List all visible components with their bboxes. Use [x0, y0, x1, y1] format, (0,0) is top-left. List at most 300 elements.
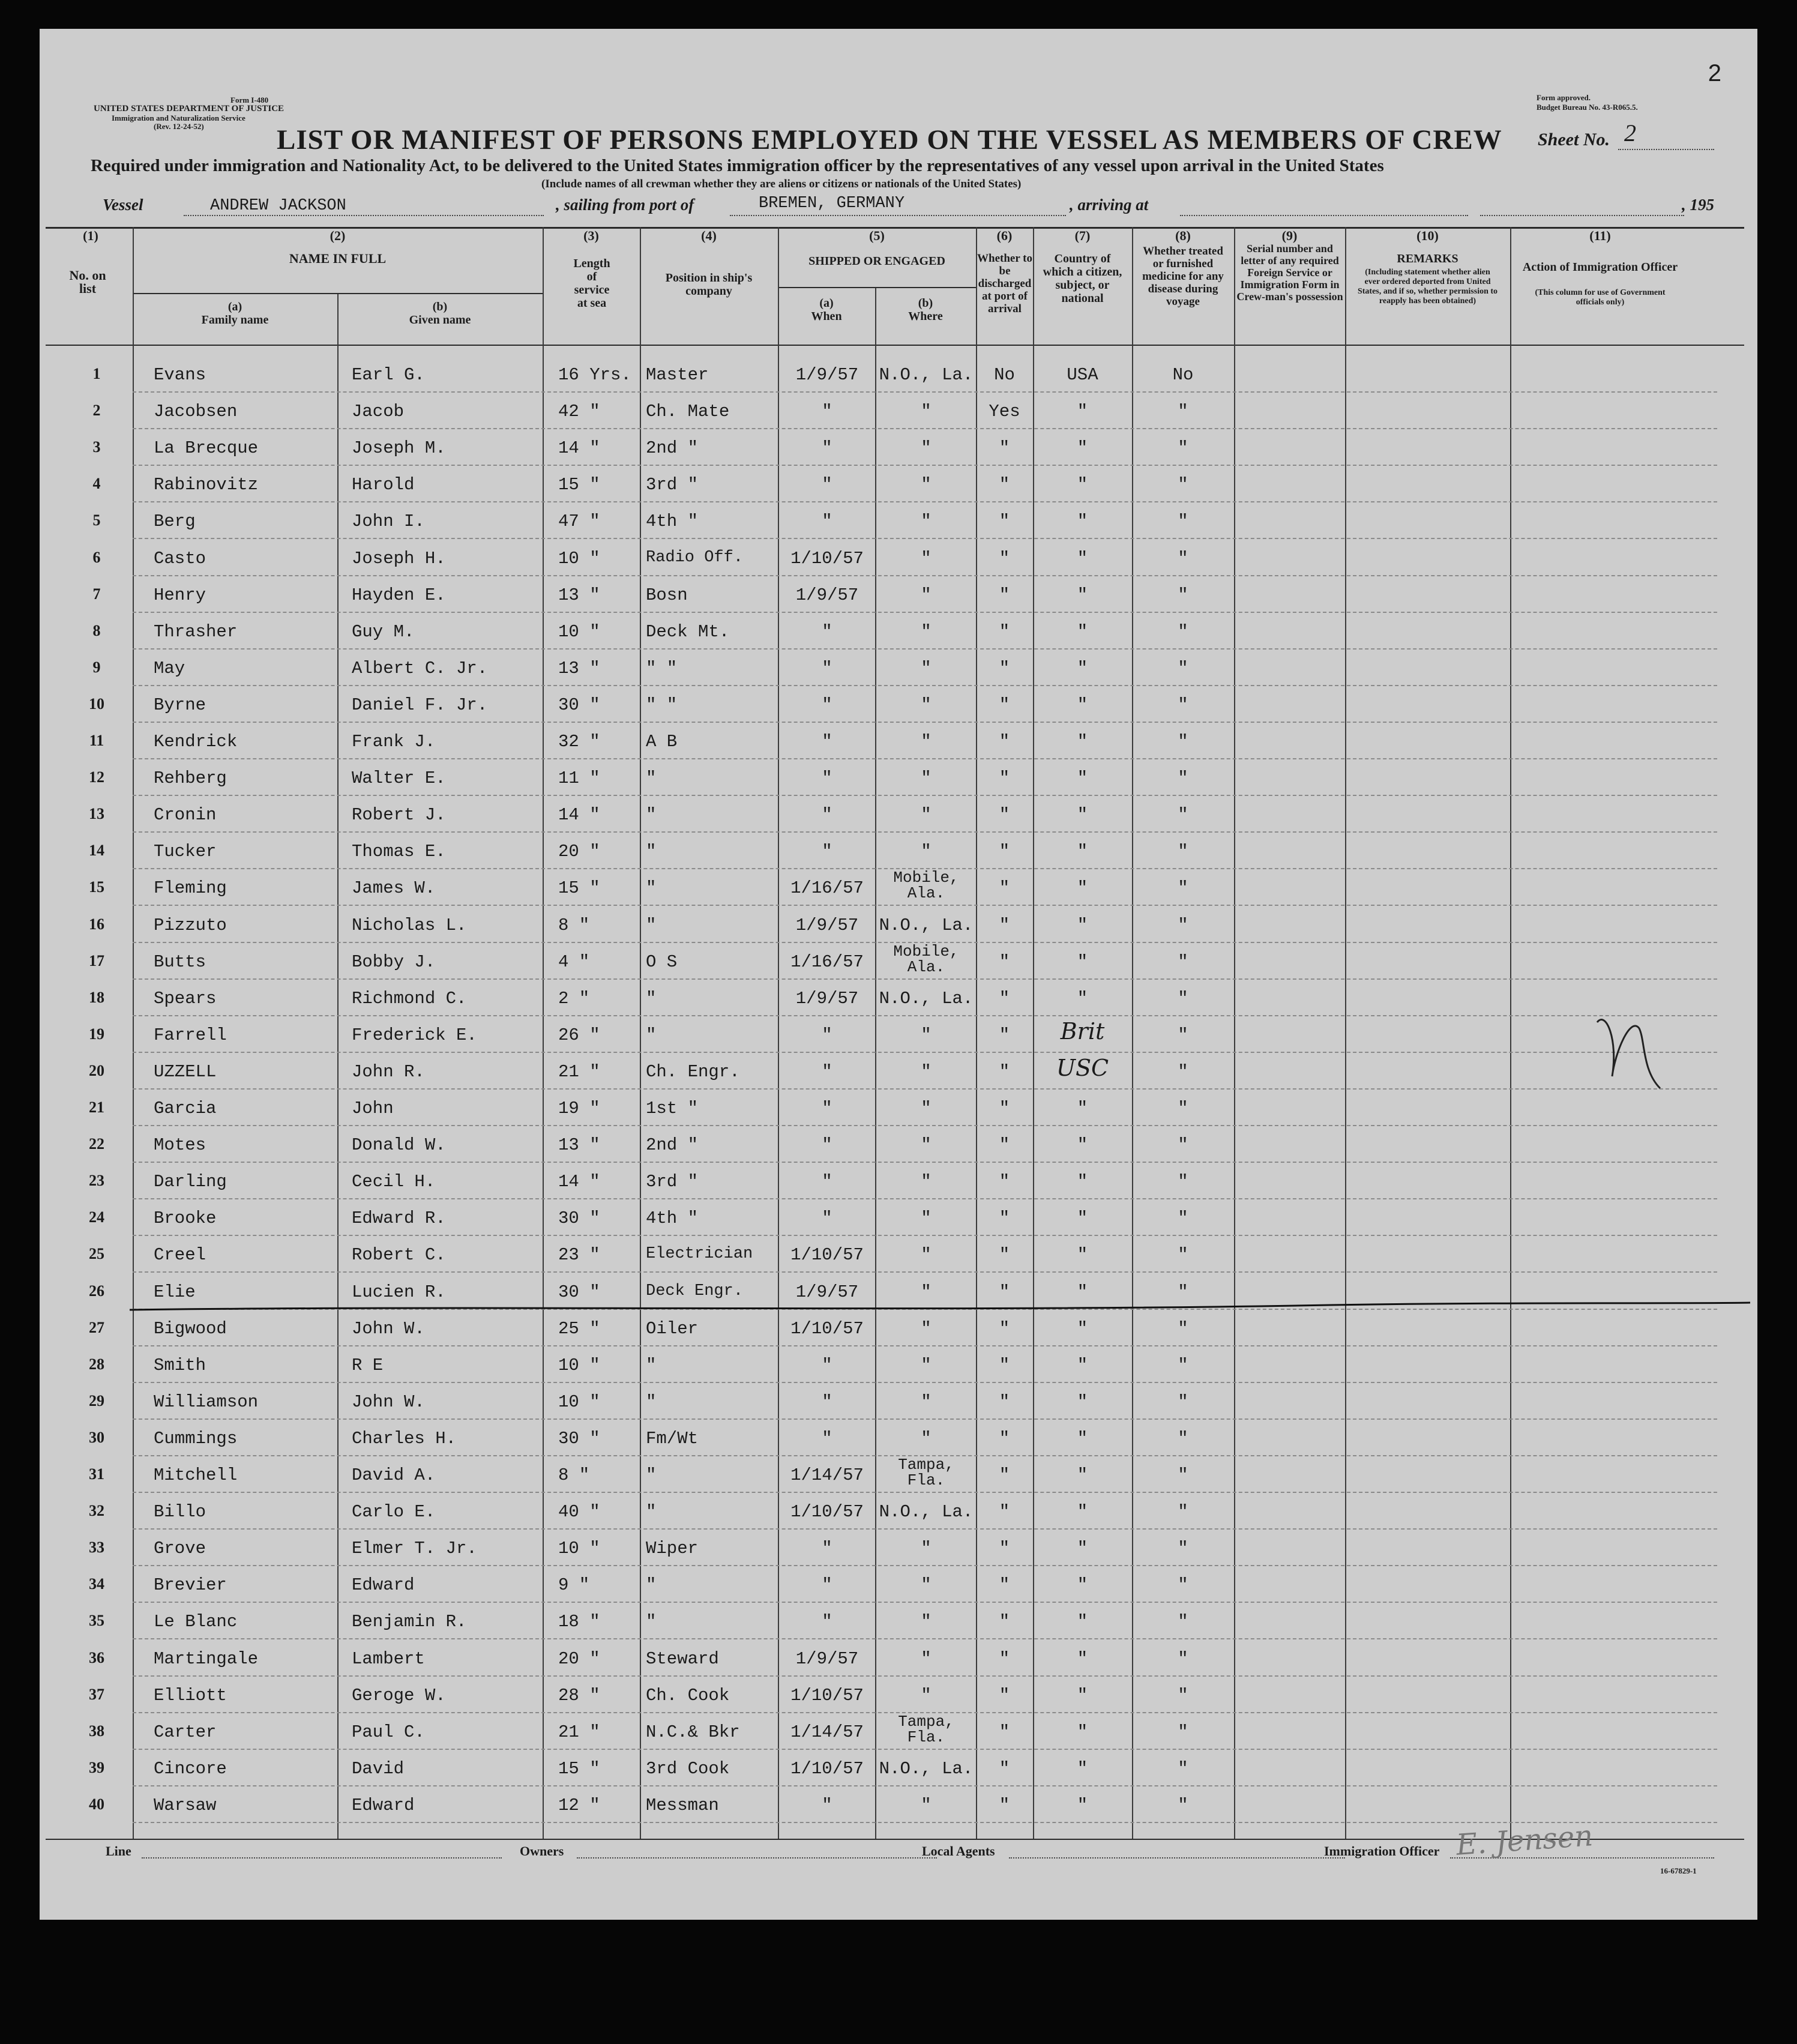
country: "	[1077, 695, 1088, 715]
shipped-where: "	[921, 1282, 932, 1302]
row-rule	[133, 1271, 1717, 1273]
shipped-when: 1/14/57	[790, 1465, 864, 1485]
service-length: 11 "	[558, 768, 600, 789]
shipped-when: "	[822, 1391, 832, 1412]
service-length: 10 "	[558, 1355, 600, 1375]
col8-header: Whether treated or furnished medicine for any disease during voyage	[1142, 245, 1224, 308]
discharged: "	[999, 1099, 1010, 1118]
shipped-where: "	[921, 621, 932, 642]
sailing-label: , sailing from port of	[556, 196, 694, 214]
country: "	[1077, 1355, 1088, 1375]
row-rule	[133, 501, 1717, 502]
service-length: 30 "	[558, 1282, 600, 1302]
given-name: John	[352, 1099, 394, 1118]
footer-agents-field	[1009, 1857, 1345, 1859]
col5b-header: Where	[908, 310, 943, 323]
col6-header: Whether to be discharged at port of arrival	[977, 252, 1032, 315]
shipped-when: "	[822, 768, 832, 789]
manifest-sheet	[40, 29, 1757, 1920]
country: "	[1077, 1172, 1088, 1192]
country: "	[1077, 548, 1088, 568]
service-length: 32 "	[558, 732, 600, 752]
year-label: , 195	[1682, 196, 1714, 214]
shipped-where: "	[921, 1539, 932, 1559]
service-length: 20 "	[558, 842, 600, 862]
row-rule	[133, 1015, 1717, 1016]
shipped-when: "	[822, 438, 832, 459]
vessel-label: Vessel	[103, 196, 143, 214]
row-number: 2	[92, 402, 101, 420]
shipped-where: "	[921, 511, 932, 532]
family-name: Billo	[154, 1502, 206, 1522]
row-number: 33	[89, 1539, 104, 1557]
family-name: Cincore	[154, 1758, 227, 1779]
given-name: Thomas E.	[352, 842, 446, 862]
row-number: 36	[89, 1648, 104, 1666]
row-number: 21	[89, 1099, 104, 1116]
discharged: "	[999, 621, 1010, 642]
position: A B	[646, 732, 678, 752]
country: "	[1077, 1318, 1088, 1339]
given-name: Walter E.	[352, 768, 446, 789]
service-length: 10 "	[558, 1391, 600, 1412]
family-name: Garcia	[154, 1099, 217, 1118]
given-name: John I.	[352, 511, 425, 532]
position: "	[646, 1355, 657, 1375]
country: "	[1077, 402, 1088, 422]
row-rule	[133, 538, 1717, 539]
position: O S	[646, 951, 678, 972]
col8-num: (8)	[1175, 228, 1191, 243]
shipped-when: "	[822, 732, 832, 752]
shipped-subheader-line	[779, 287, 976, 288]
row-number: 23	[89, 1172, 104, 1190]
col10-note: (Including statement whether alien ever ordered deported from United States, and if so, whether permission to reapply has been obtained)	[1357, 268, 1498, 306]
discharged: "	[999, 1648, 1010, 1669]
row-number: 10	[89, 695, 104, 713]
row-number: 14	[89, 842, 104, 860]
discharged: "	[999, 1172, 1010, 1192]
shipped-where: "	[921, 1648, 932, 1669]
page-title: LIST OR MANIFEST OF PERSONS EMPLOYED ON THE VESSEL AS MEMBERS OF CREW	[277, 124, 1502, 155]
discharged: "	[999, 548, 1010, 568]
row-rule	[133, 868, 1717, 869]
shipped-when: 1/9/57	[795, 365, 859, 385]
row-rule	[133, 1565, 1717, 1566]
discharged: "	[999, 1391, 1010, 1412]
row-rule	[133, 1088, 1717, 1090]
row-number: 35	[89, 1612, 104, 1630]
position: Ch. Engr.	[646, 1061, 740, 1082]
position: N.C.& Bkr	[646, 1722, 740, 1742]
country: "	[1077, 768, 1088, 789]
position: Ch. Cook	[646, 1685, 730, 1705]
discharged: "	[999, 1318, 1010, 1339]
family-name: Brevier	[154, 1575, 227, 1596]
position: Deck Mt.	[646, 621, 730, 642]
row-rule	[133, 1162, 1717, 1163]
row-rule	[133, 428, 1717, 429]
row-number: 32	[89, 1502, 104, 1520]
given-name: Cecil H.	[352, 1172, 436, 1192]
discharged: "	[999, 1465, 1010, 1485]
position: 3rd "	[646, 1172, 699, 1192]
treated: "	[1178, 1428, 1188, 1449]
arriving-label: , arriving at	[1070, 196, 1149, 214]
service-length: 14 "	[558, 1172, 600, 1192]
treated: "	[1178, 1612, 1188, 1632]
shipped-when: "	[822, 402, 832, 422]
service-length: 26 "	[558, 1025, 600, 1045]
shipped-where: Tampa, Fla.	[898, 1457, 954, 1488]
row-number: 6	[92, 548, 101, 566]
discharged: "	[999, 915, 1010, 935]
discharged: "	[999, 1612, 1010, 1632]
row-rule	[133, 1382, 1717, 1383]
row-number: 13	[89, 805, 104, 823]
col5a-header: When	[811, 310, 842, 323]
discharged: "	[999, 732, 1010, 752]
treated: "	[1178, 1502, 1188, 1522]
col5-header: SHIPPED OR ENGAGED	[808, 255, 945, 268]
position: Master	[646, 365, 709, 385]
given-name: Hayden E.	[352, 585, 446, 605]
discharged: "	[999, 1135, 1010, 1156]
country: "	[1077, 1648, 1088, 1669]
given-name: Geroge W.	[352, 1685, 446, 1705]
row-number: 1	[92, 365, 101, 382]
family-name: La Brecque	[154, 438, 259, 459]
position: "	[646, 768, 657, 789]
row-rule	[133, 465, 1717, 466]
row-rule	[133, 722, 1717, 723]
family-name: Casto	[154, 548, 206, 568]
col2b-num: (b)	[432, 300, 448, 313]
treated: "	[1178, 402, 1188, 422]
row-rule	[133, 575, 1717, 576]
family-name: Butts	[154, 951, 206, 972]
service-length: 15 "	[558, 878, 600, 899]
discharged: "	[999, 1758, 1010, 1779]
treated: "	[1178, 1722, 1188, 1742]
discharged: "	[999, 1025, 1010, 1045]
country: "	[1077, 988, 1088, 1008]
row-number: 22	[89, 1135, 104, 1153]
shipped-when: 1/10/57	[790, 1502, 864, 1522]
service-length: 18 "	[558, 1612, 600, 1632]
row-rule	[133, 1052, 1717, 1053]
row-number: 31	[89, 1465, 104, 1483]
country: "	[1077, 658, 1088, 678]
col-divider	[1345, 227, 1346, 1839]
shipped-where: "	[921, 695, 932, 715]
row-rule	[133, 1418, 1717, 1420]
shipped-when: "	[822, 1135, 832, 1156]
shipped-where: N.O., La.	[879, 915, 974, 935]
col10-num: (10)	[1416, 228, 1439, 243]
col2a-header: Family name	[201, 313, 269, 327]
row-rule	[133, 1492, 1717, 1493]
discharged: "	[999, 585, 1010, 605]
service-length: 30 "	[558, 1208, 600, 1229]
shipped-where: "	[921, 1245, 932, 1265]
country: "	[1077, 475, 1088, 495]
position: "	[646, 842, 657, 862]
col3-header: Length of service at sea	[573, 257, 610, 310]
given-name: Joseph H.	[352, 548, 446, 568]
sheet-no-label: Sheet No.	[1538, 130, 1610, 149]
position: "	[646, 1612, 657, 1632]
service-length: 4 "	[558, 951, 590, 972]
service-length: 13 "	[558, 585, 600, 605]
position: Ch. Mate	[646, 402, 730, 422]
service-length: 10 "	[558, 621, 600, 642]
row-rule	[133, 1638, 1717, 1639]
family-name: Cronin	[154, 805, 217, 825]
given-name: John W.	[352, 1391, 425, 1412]
subnote: (Include names of all crewman whether they are aliens or citizens or nationals of the United States)	[541, 178, 1022, 190]
shipped-when: 1/14/57	[790, 1722, 864, 1742]
shipped-where: "	[921, 1099, 932, 1118]
given-name: Richmond C.	[352, 988, 467, 1008]
shipped-when: 1/10/57	[790, 548, 864, 568]
given-name: Lambert	[352, 1648, 425, 1669]
shipped-where: "	[921, 585, 932, 605]
row-rule	[133, 1198, 1717, 1199]
treated: "	[1178, 511, 1188, 532]
col2b-header: Given name	[409, 313, 471, 327]
shipped-when: 1/9/57	[795, 1648, 859, 1669]
country: "	[1077, 1539, 1088, 1559]
position: 3rd "	[646, 475, 699, 495]
service-length: 9 "	[558, 1575, 590, 1596]
country: "	[1077, 1465, 1088, 1485]
treated: "	[1178, 878, 1188, 899]
shipped-when: "	[822, 1208, 832, 1229]
treated: "	[1178, 1318, 1188, 1339]
discharged: Yes	[989, 402, 1020, 422]
shipped-where: "	[921, 1685, 932, 1705]
row-number: 38	[89, 1722, 104, 1740]
given-name: R E	[352, 1355, 384, 1375]
discharged: "	[999, 805, 1010, 825]
family-name: Tucker	[154, 842, 217, 862]
given-name: Harold	[352, 475, 415, 495]
shipped-when: "	[822, 658, 832, 678]
shipped-where: N.O., La.	[879, 988, 974, 1008]
family-name: Carter	[154, 1722, 217, 1742]
row-rule	[133, 1602, 1717, 1603]
row-number: 15	[89, 878, 104, 896]
treated: "	[1178, 1465, 1188, 1485]
country: Brit	[1060, 1017, 1105, 1045]
shipped-when: "	[822, 475, 832, 495]
country: "	[1077, 1208, 1088, 1229]
family-name: Farrell	[154, 1025, 227, 1045]
discharged: "	[999, 1502, 1010, 1522]
country: "	[1077, 878, 1088, 899]
position: Radio Off.	[646, 548, 744, 567]
row-number: 8	[92, 621, 101, 639]
row-number: 20	[89, 1061, 104, 1079]
row-number: 12	[89, 768, 104, 786]
family-name: Williamson	[154, 1391, 259, 1412]
col10-header: REMARKS	[1397, 252, 1458, 265]
family-name: Creel	[154, 1245, 206, 1265]
family-name: UZZELL	[154, 1061, 217, 1082]
treated: "	[1178, 1282, 1188, 1302]
treated: "	[1178, 658, 1188, 678]
subtitle: Required under immigration and Nationality Act, to be delivered to the United States immigration officer by the representatives of any vessel upon arrival in the United States	[91, 156, 1384, 175]
service-length: 28 "	[558, 1685, 600, 1705]
treated: "	[1178, 1648, 1188, 1669]
country: "	[1077, 1282, 1088, 1302]
service-length: 21 "	[558, 1061, 600, 1082]
treated: "	[1178, 475, 1188, 495]
shipped-where: N.O., La.	[879, 1758, 974, 1779]
shipped-where: "	[921, 732, 932, 752]
shipped-when: "	[822, 1612, 832, 1632]
treated: "	[1178, 842, 1188, 862]
row-number: 3	[92, 438, 101, 456]
family-name: Smith	[154, 1355, 206, 1375]
discharged: "	[999, 1795, 1010, 1815]
shipped-when: "	[822, 1099, 832, 1118]
col3-num: (3)	[583, 228, 599, 243]
treated: "	[1178, 1795, 1188, 1815]
treated: "	[1178, 732, 1188, 752]
vessel-field	[184, 215, 544, 216]
footer-line-label: Line	[106, 1844, 131, 1859]
family-name: Cummings	[154, 1428, 238, 1449]
service-length: 2 "	[558, 988, 590, 1008]
family-name: Rehberg	[154, 768, 227, 789]
country: "	[1077, 585, 1088, 605]
row-rule	[133, 978, 1717, 980]
form-number: Form I-480	[230, 95, 269, 104]
family-name: Elliott	[154, 1685, 227, 1705]
discharged: "	[999, 878, 1010, 899]
shipped-where: "	[921, 1025, 932, 1045]
given-name: Joseph M.	[352, 438, 446, 459]
row-number: 28	[89, 1355, 104, 1373]
given-name: Lucien R.	[352, 1282, 446, 1302]
arriving-field	[1180, 215, 1468, 216]
service-length: 40 "	[558, 1502, 600, 1522]
remarks-mark	[1594, 1004, 1666, 1094]
position: Electrician	[646, 1245, 753, 1264]
country: "	[1077, 842, 1088, 862]
row-number: 24	[89, 1208, 104, 1226]
discharged: "	[999, 1575, 1010, 1596]
position: " "	[646, 658, 678, 678]
family-name: Darling	[154, 1172, 227, 1192]
discharged: "	[999, 1282, 1010, 1302]
position: Steward	[646, 1648, 719, 1669]
family-name: Thrasher	[154, 621, 238, 642]
given-name: Frederick E.	[352, 1025, 477, 1045]
country: "	[1077, 1685, 1088, 1705]
shipped-where: "	[921, 1795, 932, 1815]
discharged: "	[999, 842, 1010, 862]
treated: "	[1178, 1758, 1188, 1779]
position: 2nd "	[646, 438, 699, 459]
service-length: 13 "	[558, 1135, 600, 1156]
position: Wiper	[646, 1539, 699, 1559]
discharged: "	[999, 1208, 1010, 1229]
shipped-where: "	[921, 1318, 932, 1339]
row-rule	[133, 648, 1717, 650]
treated: "	[1178, 915, 1188, 935]
col2-num: (2)	[330, 228, 346, 243]
position: Fm/Wt	[646, 1428, 699, 1449]
shipped-where: "	[921, 475, 932, 495]
discharged: "	[999, 1539, 1010, 1559]
shipped-when: "	[822, 1172, 832, 1192]
treated: "	[1178, 1172, 1188, 1192]
shipped-where: N.O., La.	[879, 1502, 974, 1522]
treated: "	[1178, 768, 1188, 789]
row-rule	[133, 1712, 1717, 1713]
row-rule	[133, 1528, 1717, 1530]
given-name: James W.	[352, 878, 436, 899]
given-name: Edward	[352, 1575, 415, 1596]
treated: "	[1178, 1685, 1188, 1705]
shipped-where: "	[921, 658, 932, 678]
treated: "	[1178, 1135, 1188, 1156]
given-name: David	[352, 1758, 405, 1779]
shipped-when: 1/16/57	[790, 951, 864, 972]
family-name: Byrne	[154, 695, 206, 715]
service-length: 16 Yrs.	[558, 365, 631, 385]
given-name: Guy M.	[352, 621, 415, 642]
service-length: 25 "	[558, 1318, 600, 1339]
position: Messman	[646, 1795, 719, 1815]
revision: (Rev. 12-24-52)	[154, 122, 204, 131]
row-number: 37	[89, 1685, 104, 1703]
discharged: "	[999, 438, 1010, 459]
service-length: 12 "	[558, 1795, 600, 1815]
col1-num: (1)	[83, 228, 98, 243]
service-length: 30 "	[558, 695, 600, 715]
country: "	[1077, 438, 1088, 459]
country: "	[1077, 621, 1088, 642]
family-name: Fleming	[154, 878, 227, 899]
country: "	[1077, 1099, 1088, 1118]
footer-officer-label: Immigration Officer	[1324, 1844, 1440, 1859]
discharged: "	[999, 658, 1010, 678]
row-number: 27	[89, 1318, 104, 1336]
col4-header: Position in ship's company	[665, 271, 753, 298]
service-length: 13 "	[558, 658, 600, 678]
shipped-when: "	[822, 1539, 832, 1559]
country: "	[1077, 1722, 1088, 1742]
row-rule	[133, 758, 1717, 759]
shipped-where: "	[921, 1428, 932, 1449]
row-number: 39	[89, 1758, 104, 1776]
position: "	[646, 1025, 657, 1045]
shipped-where: "	[921, 768, 932, 789]
shipped-when: "	[822, 1428, 832, 1449]
shipped-when: 1/9/57	[795, 988, 859, 1008]
service-length: 15 "	[558, 475, 600, 495]
shipped-where: Mobile, Ala.	[893, 870, 959, 902]
col7-num: (7)	[1074, 228, 1091, 243]
family-name: Martingale	[154, 1648, 259, 1669]
col2-header: NAME IN FULL	[289, 251, 387, 266]
given-name: Donald W.	[352, 1135, 446, 1156]
discharged: "	[999, 1355, 1010, 1375]
